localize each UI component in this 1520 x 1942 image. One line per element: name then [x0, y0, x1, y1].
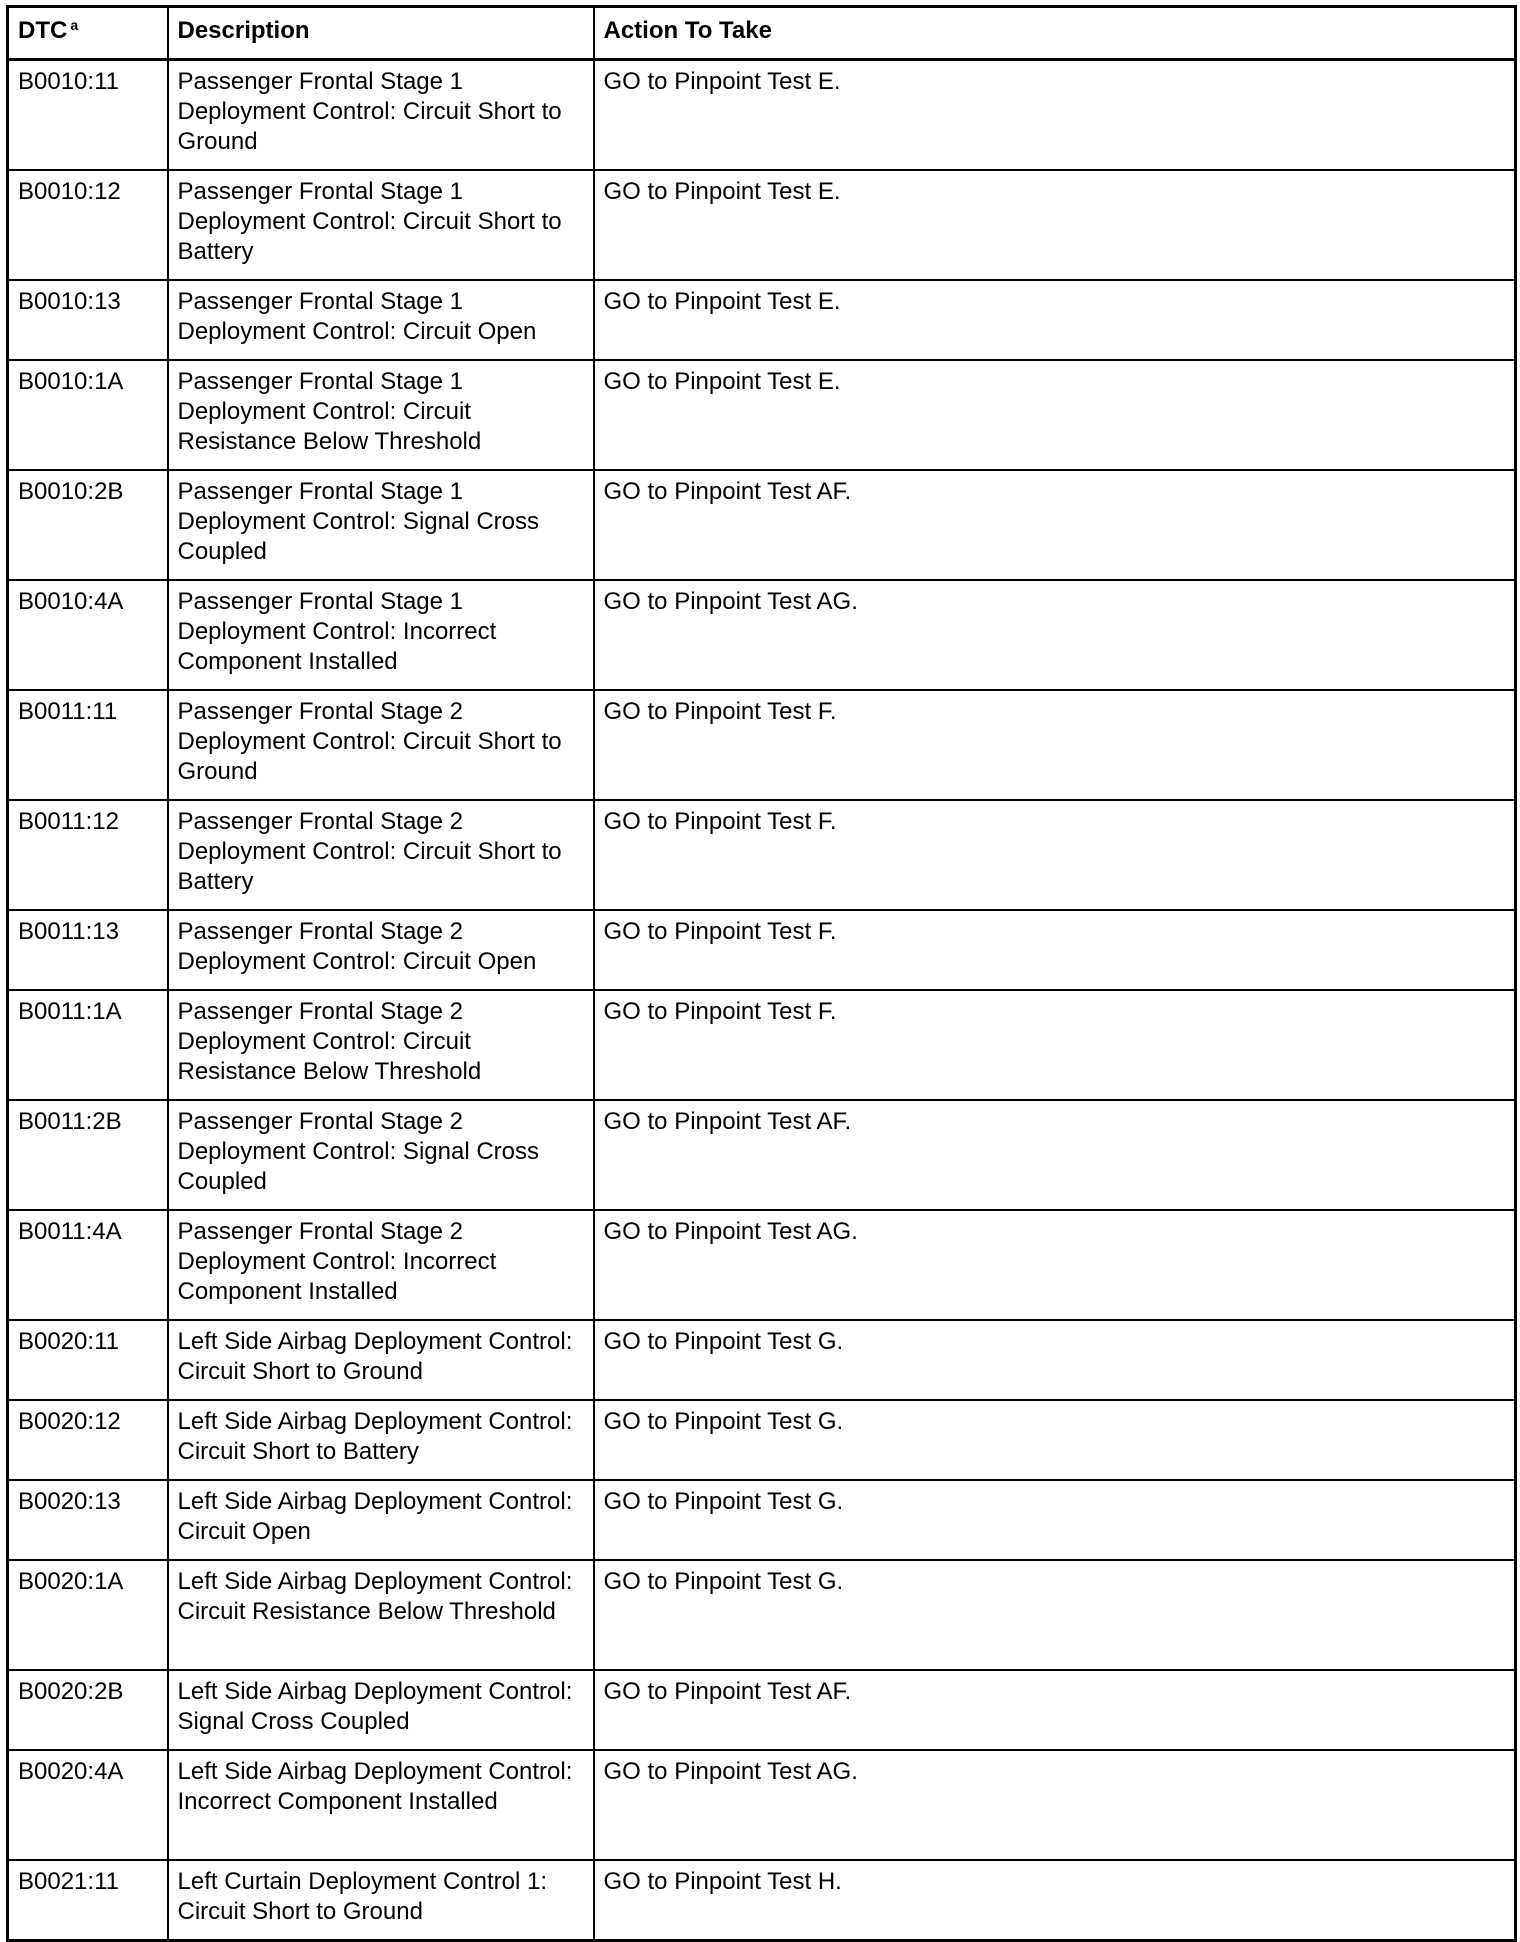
cell-description: Passenger Frontal Stage 1 Deployment Control: Circuit Short to Battery	[168, 170, 594, 280]
cell-action: GO to Pinpoint Test AG.	[594, 1750, 1516, 1860]
table-row	[8, 1400, 1516, 1480]
cell-dtc: B0021:11	[8, 1860, 168, 1941]
table-body	[8, 60, 1516, 1941]
cell-dtc: B0011:1A	[8, 990, 168, 1100]
cell-action: GO to Pinpoint Test G.	[594, 1480, 1516, 1560]
header-dtc	[8, 7, 168, 60]
dtc-table-container	[6, 5, 1514, 1942]
cell-action: GO to Pinpoint Test F.	[594, 690, 1516, 800]
table-row	[8, 690, 1516, 800]
cell-dtc: B0020:13	[8, 1480, 168, 1560]
cell-action: GO to Pinpoint Test G.	[594, 1320, 1516, 1400]
cell-dtc: B0010:12	[8, 170, 168, 280]
table-row	[8, 170, 1516, 280]
cell-action: GO to Pinpoint Test AF.	[594, 1670, 1516, 1750]
cell-description: Passenger Frontal Stage 2 Deployment Control: Circuit Short to Battery	[168, 800, 594, 910]
cell-description: Left Side Airbag Deployment Control: Circuit Resistance Below Threshold	[168, 1560, 594, 1670]
cell-action: GO to Pinpoint Test AF.	[594, 470, 1516, 580]
table-header	[8, 7, 1516, 60]
table-row	[8, 1560, 1516, 1670]
dtc-table	[6, 5, 1517, 1942]
cell-action: GO to Pinpoint Test E.	[594, 360, 1516, 470]
table-row	[8, 280, 1516, 360]
cell-dtc: B0020:12	[8, 1400, 168, 1480]
cell-action: GO to Pinpoint Test AG.	[594, 1210, 1516, 1320]
table-row	[8, 800, 1516, 910]
cell-action: GO to Pinpoint Test F.	[594, 910, 1516, 990]
table-row	[8, 470, 1516, 580]
cell-description: Passenger Frontal Stage 2 Deployment Control: Circuit Open	[168, 910, 594, 990]
cell-dtc: B0010:13	[8, 280, 168, 360]
cell-action: GO to Pinpoint Test E.	[594, 280, 1516, 360]
header-dtc-footnote-marker: a	[70, 17, 79, 33]
table-row	[8, 1750, 1516, 1860]
cell-dtc: B0010:1A	[8, 360, 168, 470]
cell-action: GO to Pinpoint Test AF.	[594, 1100, 1516, 1210]
table-row	[8, 1210, 1516, 1320]
cell-description: Passenger Frontal Stage 2 Deployment Control: Signal Cross Coupled	[168, 1100, 594, 1210]
cell-action: GO to Pinpoint Test G.	[594, 1560, 1516, 1670]
cell-action: GO to Pinpoint Test F.	[594, 990, 1516, 1100]
cell-description: Left Side Airbag Deployment Control: Circuit Short to Ground	[168, 1320, 594, 1400]
header-dtc-label: DTC	[18, 17, 68, 44]
cell-dtc: B0020:4A	[8, 1750, 168, 1860]
cell-dtc: B0010:11	[8, 60, 168, 171]
table-row	[8, 1320, 1516, 1400]
table-row	[8, 1860, 1516, 1941]
cell-action: GO to Pinpoint Test AG.	[594, 580, 1516, 690]
table-row	[8, 1480, 1516, 1560]
cell-dtc: B0020:1A	[8, 1560, 168, 1670]
cell-description: Passenger Frontal Stage 1 Deployment Control: Circuit Short to Ground	[168, 60, 594, 171]
cell-description: Passenger Frontal Stage 2 Deployment Control: Incorrect Component Installed	[168, 1210, 594, 1320]
cell-dtc: B0011:13	[8, 910, 168, 990]
cell-description: Passenger Frontal Stage 1 Deployment Control: Circuit Open	[168, 280, 594, 360]
cell-dtc: B0011:4A	[8, 1210, 168, 1320]
cell-action: GO to Pinpoint Test G.	[594, 1400, 1516, 1480]
cell-dtc: B0011:2B	[8, 1100, 168, 1210]
cell-description: Passenger Frontal Stage 1 Deployment Control: Signal Cross Coupled	[168, 470, 594, 580]
cell-description: Left Side Airbag Deployment Control: Incorrect Component Installed	[168, 1750, 594, 1860]
table-row	[8, 1100, 1516, 1210]
table-row	[8, 990, 1516, 1100]
table-row	[8, 910, 1516, 990]
cell-description: Passenger Frontal Stage 2 Deployment Control: Circuit Resistance Below Threshold	[168, 990, 594, 1100]
cell-dtc: B0020:2B	[8, 1670, 168, 1750]
cell-description: Passenger Frontal Stage 1 Deployment Control: Incorrect Component Installed	[168, 580, 594, 690]
cell-dtc: B0011:11	[8, 690, 168, 800]
table-row	[8, 1670, 1516, 1750]
cell-dtc: B0010:2B	[8, 470, 168, 580]
cell-description: Left Side Airbag Deployment Control: Signal Cross Coupled	[168, 1670, 594, 1750]
cell-dtc: B0010:4A	[8, 580, 168, 690]
cell-action: GO to Pinpoint Test H.	[594, 1860, 1516, 1941]
cell-dtc: B0020:11	[8, 1320, 168, 1400]
cell-action: GO to Pinpoint Test F.	[594, 800, 1516, 910]
table-row	[8, 60, 1516, 171]
cell-description: Left Curtain Deployment Control 1: Circuit Short to Ground	[168, 1860, 594, 1941]
cell-action: GO to Pinpoint Test E.	[594, 170, 1516, 280]
header-description: Description	[168, 7, 594, 60]
cell-dtc: B0011:12	[8, 800, 168, 910]
header-action: Action To Take	[594, 7, 1516, 60]
header-row	[8, 7, 1516, 60]
cell-description: Passenger Frontal Stage 2 Deployment Control: Circuit Short to Ground	[168, 690, 594, 800]
table-row	[8, 360, 1516, 470]
cell-description: Left Side Airbag Deployment Control: Circuit Open	[168, 1480, 594, 1560]
cell-description: Passenger Frontal Stage 1 Deployment Control: Circuit Resistance Below Threshold	[168, 360, 594, 470]
table-row	[8, 580, 1516, 690]
cell-action: GO to Pinpoint Test E.	[594, 60, 1516, 171]
cell-description: Left Side Airbag Deployment Control: Circuit Short to Battery	[168, 1400, 594, 1480]
